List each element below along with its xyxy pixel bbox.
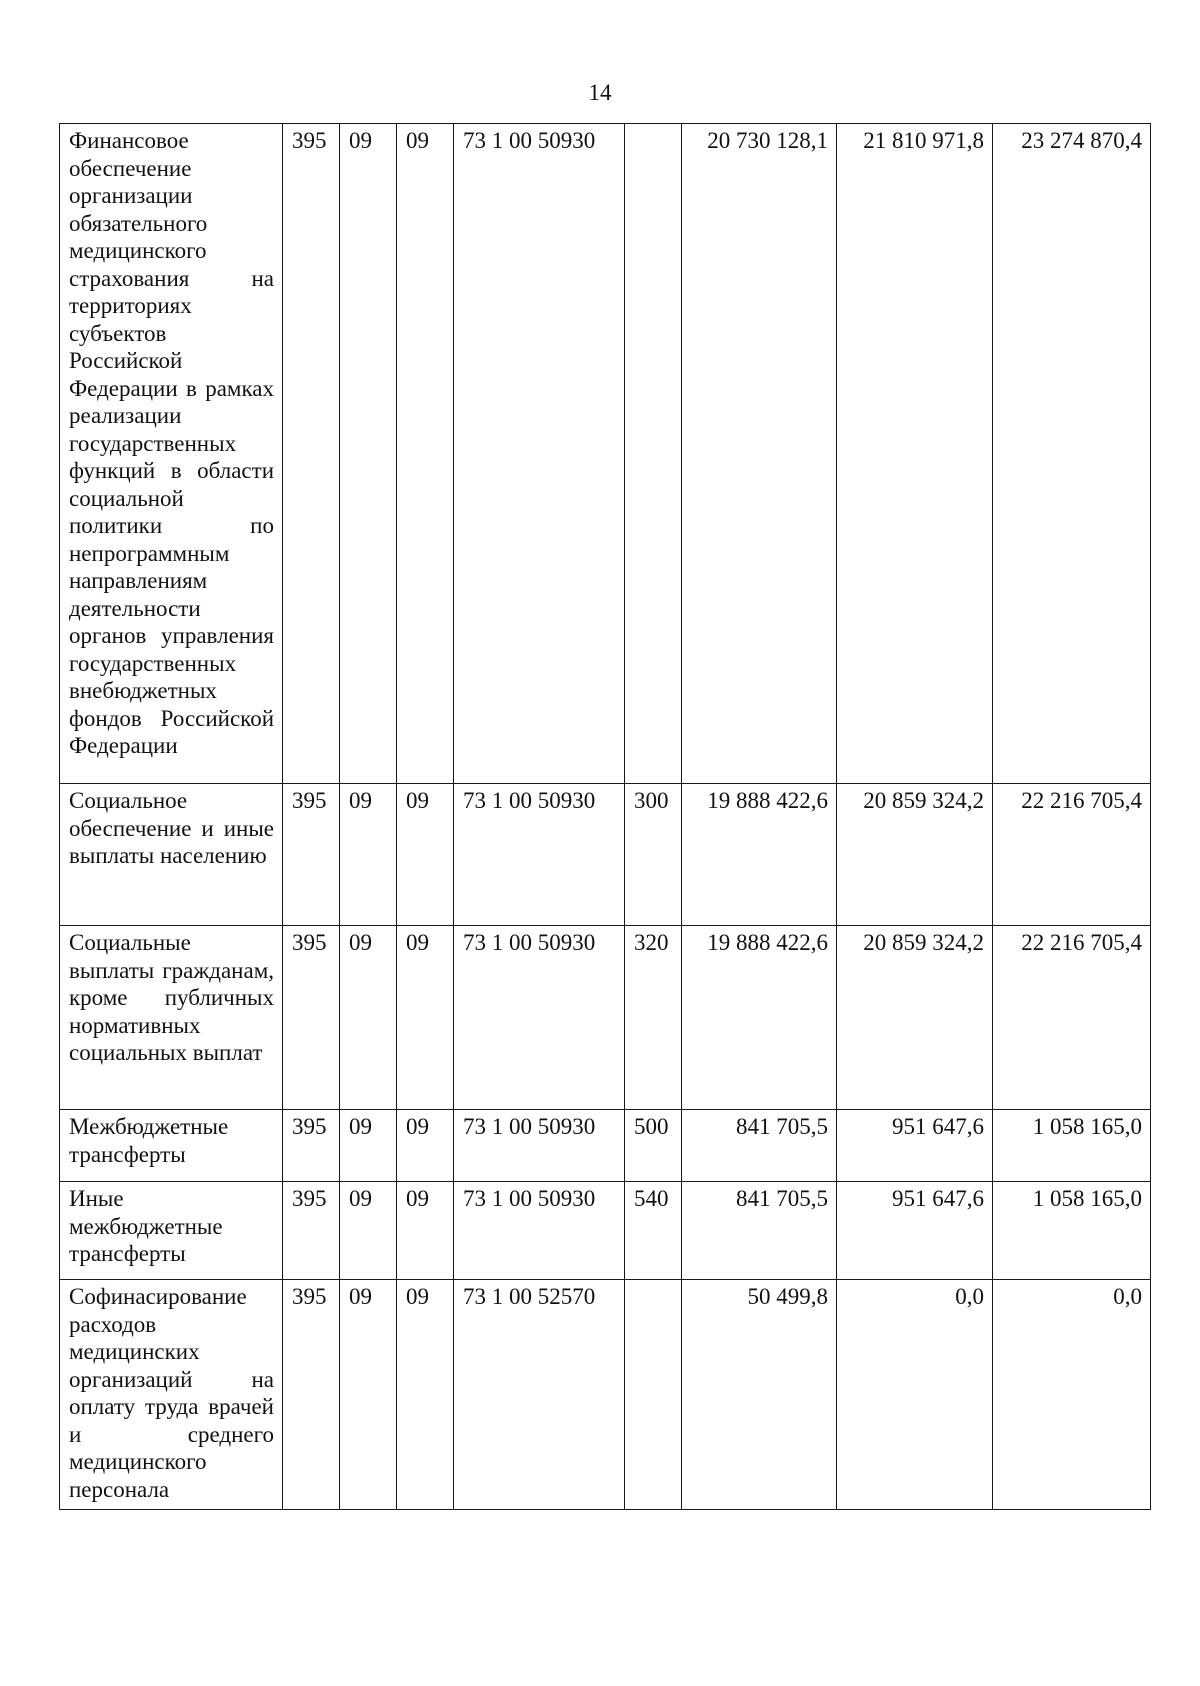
amount-year-1: 19 888 422,6 bbox=[682, 784, 837, 926]
amount-year-1: 841 705,5 bbox=[682, 1110, 837, 1182]
admin-code: 395 bbox=[283, 784, 340, 926]
budget-table bbox=[59, 123, 1151, 1510]
amount-year-2: 20 859 324,2 bbox=[837, 784, 993, 926]
expense-type-code bbox=[625, 1280, 682, 1510]
amount-year-1: 841 705,5 bbox=[682, 1182, 837, 1280]
expense-type-code: 300 bbox=[625, 784, 682, 926]
amount-year-2: 21 810 971,8 bbox=[837, 124, 993, 784]
amount-year-3: 23 274 870,4 bbox=[993, 124, 1151, 784]
target-article-code: 73 1 00 50930 bbox=[454, 124, 625, 784]
table-row bbox=[60, 1182, 1151, 1280]
amount-year-2: 951 647,6 bbox=[837, 1182, 993, 1280]
row-name: Межбюджетные трансферты bbox=[60, 1110, 283, 1182]
amount-year-3: 22 216 705,4 bbox=[993, 926, 1151, 1110]
row-name: Финансовое обеспечение организации обязательного медицинского страхования на территориях субъектов Российской Федерации в рамках реализации государственных функций в области социальной политики по непрограммным направлениям деятельности органов управления государственных внебюджетных фондов Российской Федерации bbox=[60, 124, 283, 784]
subsection-code: 09 bbox=[397, 1110, 454, 1182]
subsection-code: 09 bbox=[397, 1182, 454, 1280]
amount-year-3: 1 058 165,0 bbox=[993, 1182, 1151, 1280]
row-name: Социальное обеспечение и иные выплаты населению bbox=[60, 784, 283, 926]
admin-code: 395 bbox=[283, 1110, 340, 1182]
table-row bbox=[60, 124, 1151, 784]
expense-type-code bbox=[625, 124, 682, 784]
row-name: Иные межбюджетные трансферты bbox=[60, 1182, 283, 1280]
table-row bbox=[60, 926, 1151, 1110]
section-code: 09 bbox=[340, 1280, 397, 1510]
subsection-code: 09 bbox=[397, 124, 454, 784]
admin-code: 395 bbox=[283, 124, 340, 784]
admin-code: 395 bbox=[283, 1182, 340, 1280]
target-article-code: 73 1 00 50930 bbox=[454, 1110, 625, 1182]
target-article-code: 73 1 00 50930 bbox=[454, 1182, 625, 1280]
subsection-code: 09 bbox=[397, 1280, 454, 1510]
amount-year-2: 0,0 bbox=[837, 1280, 993, 1510]
subsection-code: 09 bbox=[397, 784, 454, 926]
section-code: 09 bbox=[340, 124, 397, 784]
amount-year-2: 951 647,6 bbox=[837, 1110, 993, 1182]
section-code: 09 bbox=[340, 926, 397, 1110]
page-number: 14 bbox=[588, 80, 612, 105]
expense-type-code: 500 bbox=[625, 1110, 682, 1182]
row-name: Софинасирование расходов медицинских организаций на оплату труда врачей и среднего медицинского персонала bbox=[60, 1280, 283, 1510]
table-row bbox=[60, 1280, 1151, 1510]
admin-code: 395 bbox=[283, 1280, 340, 1510]
amount-year-1: 50 499,8 bbox=[682, 1280, 837, 1510]
amount-year-1: 19 888 422,6 bbox=[682, 926, 837, 1110]
amount-year-3: 1 058 165,0 bbox=[993, 1110, 1151, 1182]
amount-year-3: 0,0 bbox=[993, 1280, 1151, 1510]
table-row bbox=[60, 1110, 1151, 1182]
row-name: Социальные выплаты гражданам, кроме публичных нормативных социальных выплат bbox=[60, 926, 283, 1110]
amount-year-2: 20 859 324,2 bbox=[837, 926, 993, 1110]
section-code: 09 bbox=[340, 784, 397, 926]
amount-year-1: 20 730 128,1 bbox=[682, 124, 837, 784]
expense-type-code: 540 bbox=[625, 1182, 682, 1280]
admin-code: 395 bbox=[283, 926, 340, 1110]
subsection-code: 09 bbox=[397, 926, 454, 1110]
section-code: 09 bbox=[340, 1110, 397, 1182]
expense-type-code: 320 bbox=[625, 926, 682, 1110]
section-code: 09 bbox=[340, 1182, 397, 1280]
target-article-code: 73 1 00 52570 bbox=[454, 1280, 625, 1510]
amount-year-3: 22 216 705,4 bbox=[993, 784, 1151, 926]
table-row bbox=[60, 784, 1151, 926]
target-article-code: 73 1 00 50930 bbox=[454, 784, 625, 926]
target-article-code: 73 1 00 50930 bbox=[454, 926, 625, 1110]
